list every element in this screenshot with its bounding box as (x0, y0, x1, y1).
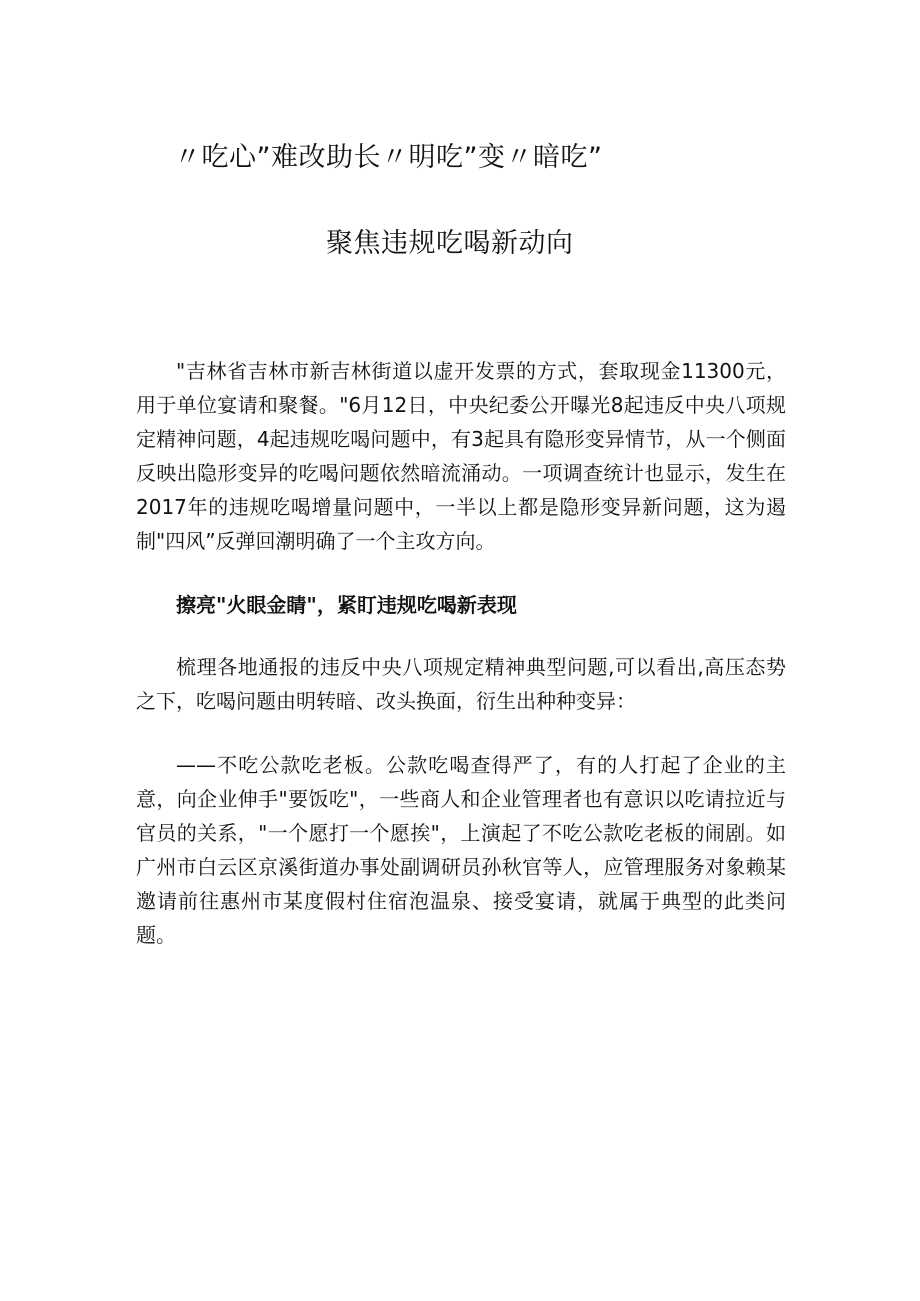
paragraph-example: ——不吃公款吃老板。公款吃喝查得严了，有的人打起了企业的主意，向企业伸手"要饭吃"，一些商人和企业管理者也有意识以吃请拉近与官员的关系，"一个愿打一个愿挨"，上演起了不吃公款吃老板的闹剧。如广州市白云区京溪街道办事处副调研员孙秋官等人，应管理服务对象赖某邀请前往惠州市某度假村住宿泡温泉、接受宴请，就属于典型的此类问题。 (136, 753, 786, 947)
document-title-line-2: 聚焦违规吃喝新动向 (326, 228, 574, 259)
paragraph-intro: "吉林省吉林市新吉林街道以虚开发票的方式，套取现金11300元，用于单位宴请和聚餐。"6月12日，中央纪委公开曝光8起违反中央八项规定精神问题，4起违规吃喝问题中，有3起具有隐形变异情节，从一个侧面反映出隐形变异的吃喝问题依然暗流涌动。一项调查统计也显示，发生在2017年的违规吃喝增量问题中，一半以上都是隐形变异新问题，这为遏制"四风”反弹回潮明确了一个主攻方向。 (136, 359, 786, 553)
section-heading: 擦亮"火眼金睛"，紧盯违规吃喝新表现 (176, 593, 517, 617)
document-title-line-1: 〃吃心”难改助长〃明吃”变〃暗吃” (174, 142, 603, 173)
document-body (136, 354, 786, 982)
paragraph-overview: 梳理各地通报的违反中央八项规定精神典型问题,可以看出,高压态势之下，吃喝问题由明转暗、改头换面，衍生出种种变异： (136, 655, 786, 713)
